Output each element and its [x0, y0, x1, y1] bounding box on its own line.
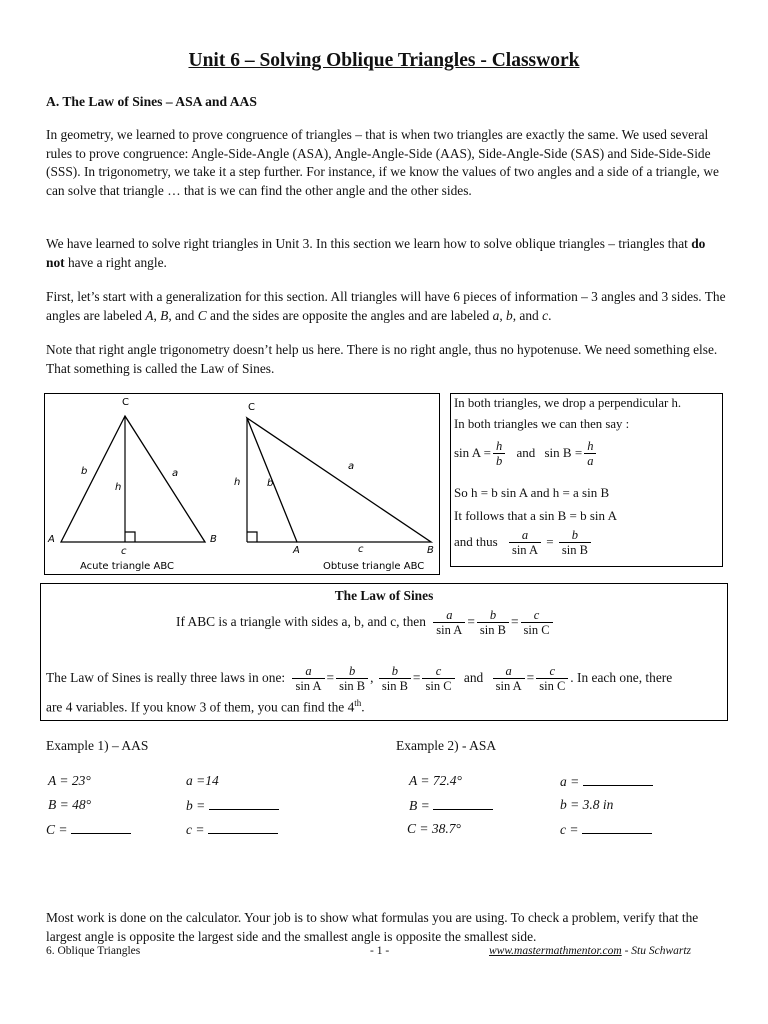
law-title: The Law of Sines — [334, 588, 434, 603]
law-of-sines-box — [40, 583, 728, 721]
acute-caption: Acute triangle ABC — [80, 561, 174, 572]
derivation-result: and thus $\frac{a}{\text{sin A}}$ = $\frac{b}{\text{sin B}}$ — [454, 528, 593, 558]
example-2-side-c[interactable]: c = — [560, 821, 652, 838]
example-2-side-a[interactable]: a = — [560, 773, 653, 790]
derivation-sine-ratios: sin A = $\frac{h}{b}$ and sin B = $\frac{h}{a}$ — [454, 439, 598, 469]
example-1-side-c[interactable]: c = — [186, 821, 278, 838]
obtuse-label-h: h — [234, 477, 241, 488]
closing-paragraph: Most work is done on the calculator. Your job is to show what formulas you are using. To check a problem, verify that the largest angle is opposite the largest side and the smallest angle is opposite the smallest side. — [46, 910, 699, 944]
obtuse-label-C: C — [248, 402, 255, 413]
acute-label-c: c — [121, 546, 127, 557]
example-1-label: Example 1) – AAS — [46, 738, 149, 753]
law-statement: If ABC is a triangle with sides a, b, and c, then $\frac{a}{\text{sin A}}$ = $\frac{b}{\text{sin B}}$ = $\frac{c}{\text{sin C}}$ — [176, 608, 555, 638]
obtuse-caption: Obtuse triangle ABC — [323, 561, 425, 572]
footer-credit: www.mastermathmentor.com - Stu Schwartz — [489, 945, 692, 957]
example-1-angle-B: B = 48° — [48, 797, 92, 812]
footer-link[interactable]: www.mastermathmentor.com — [489, 945, 622, 957]
derivation-line-1: In both triangles, we drop a perpendicular h. — [454, 396, 682, 410]
law-three-in-one: The Law of Sines is really three laws in one: $\frac{a}{\text{sin A}}$ = $\frac{b}{\text{sin B}}$ , $\frac{b}{\text{sin B}}$ = $\frac{c}{\text{sin C}}$ and $\frac{a}{\text{sin A}}$ = $\frac{c}{\text{sin C}}$ . In each one, there — [46, 664, 673, 693]
example-2-side-b: b = 3.8 in — [560, 797, 614, 812]
acute-label-a: a — [172, 468, 179, 479]
triangles-diagram — [45, 394, 439, 574]
example-2-angle-B[interactable]: B = — [409, 797, 493, 814]
example-1-angle-C[interactable]: C = — [46, 821, 131, 838]
acute-label-C: C — [122, 397, 129, 408]
intro-paragraph-3: First, let’s start with a generalization for this section. All triangles will have 6 pieces of information – 3 angles and 3 sides. The angles are labeled A, B, and C and the sides are opposite the angles and are labeled a, b, and c. — [46, 289, 726, 323]
acute-label-A: A — [48, 534, 55, 545]
intro-paragraph-2: We have learned to solve right triangles in Unit 3. In this section we learn how to solve oblique triangles – triangles that do not have a right angle. — [46, 236, 706, 270]
example-2-label: Example 2) - ASA — [396, 738, 497, 753]
section-heading: A. The Law of Sines – ASA and AAS — [46, 94, 257, 109]
derivation-line-4: So h = b sin A and h = a sin B — [454, 485, 610, 500]
acute-label-B: B — [210, 534, 217, 545]
acute-right-angle-mark — [125, 532, 135, 542]
intro-paragraph-4: Note that right angle trigonometry doesn’t help us here. There is no right angle, thus no hypotenuse. We need something else. That something is called the Law of Sines. — [46, 342, 718, 376]
obtuse-label-A: A — [293, 545, 300, 556]
acute-label-b: b — [81, 466, 88, 477]
triangle-figure — [44, 393, 440, 575]
obtuse-label-a: a — [348, 461, 355, 472]
obtuse-triangle — [247, 418, 431, 542]
example-2-angle-C: C = 38.7° — [407, 821, 461, 836]
page-title: Unit 6 – Solving Oblique Triangles - Classwork — [188, 50, 580, 71]
example-1-angle-A: A = 23° — [48, 773, 91, 788]
derivation-box — [450, 393, 723, 567]
footer-page-number: - 1 - — [370, 945, 390, 957]
obtuse-label-b: b — [267, 478, 274, 489]
example-2-angle-A: A = 72.4° — [409, 773, 462, 788]
obtuse-right-angle-mark — [247, 532, 257, 542]
footer-left: 6. Oblique Triangles — [46, 945, 141, 957]
acute-triangle — [61, 416, 205, 542]
intro-paragraph-1: In geometry, we learned to prove congruence of triangles – that is when two triangles are exactly the same. We used several rules to prove congruence: Angle-Side-Angle (ASA), Angle-Angle-Side (AAS), Side-Angle-Side (SAS) and Side-Side-Side (SSS). In trigonometry, we take it a step further. For instance, if we know the values of two angles and a side of a triangle, we can solve that triangle … that is we can find the other angle and the other sides. — [46, 127, 719, 198]
obtuse-label-c: c — [358, 544, 364, 555]
derivation-line-2: In both triangles we can then say : — [454, 417, 630, 431]
derivation-line-5: It follows that a sin B = b sin A — [454, 508, 617, 523]
acute-label-h: h — [115, 482, 122, 493]
law-four-variables: are 4 variables. If you know 3 of them, you can find the 4th. — [46, 698, 365, 715]
example-1-side-a: a =14 — [186, 773, 219, 788]
example-1-side-b[interactable]: b = — [186, 797, 279, 814]
obtuse-label-B: B — [427, 545, 434, 556]
